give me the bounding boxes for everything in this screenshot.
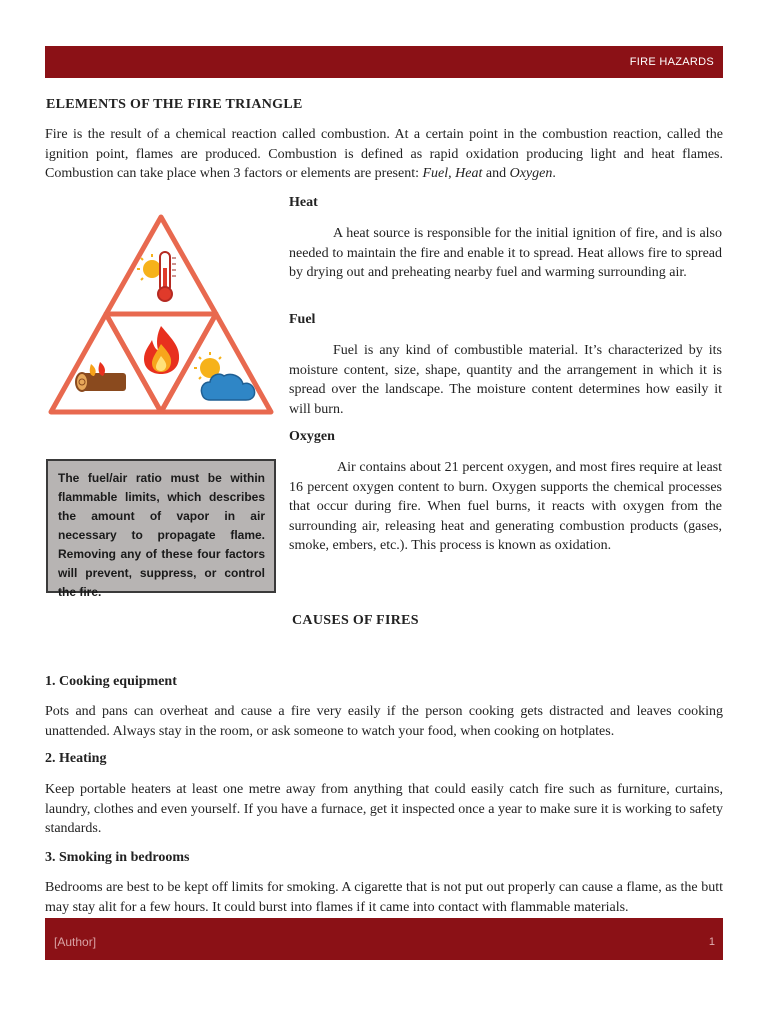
heading-oxygen: Oxygen [289, 429, 335, 444]
footer-author[interactable]: [Author] [54, 935, 97, 949]
section-title-elements: ELEMENTS OF THE FIRE TRIANGLE [46, 97, 303, 112]
callout-text: The fuel/air ratio must be within flammable limits, which describes the amount of vapor in air necessary to propagate flame. Removing any of these four factors will prevent, suppress, or control the fire. [58, 471, 265, 599]
cause-title-smoking: 3. Smoking in bedrooms [45, 850, 190, 865]
cause-text-cooking: Pots and pans can overheat and cause a fire very easily if the person cooking gets distracted and leaves cooking unattended. Always stay in the room, or ask someone to watch your food, when cooking on hotplates. [45, 704, 723, 739]
header-bar [45, 46, 723, 78]
fire-triangle-graphic [48, 212, 274, 418]
paragraph-heat: A heat source is responsible for the initial ignition of fire, and is also needed to maintain the fire and enable it to spread. Heat allows fire to spread by drying out and preheating nearby fuel and warming surrounding air. [289, 226, 722, 280]
log-icon [76, 362, 126, 391]
cause-title-cooking: 1. Cooking equipment [45, 674, 177, 689]
header-title: FIRE HAZARDS [629, 56, 714, 68]
paragraph-oxygen: Air contains about 21 percent oxygen, and most fires require at least 16 percent oxygen content to burn. Oxygen supports the chemical processes that occur during fire. When fuel burns, it reacts with oxygen from the surrounding air, releasing heat and generating combustion products (gases, smoke, embers, etc.). This process is known as oxidation. [289, 460, 722, 553]
heading-heat: Heat [289, 195, 318, 210]
thermometer-sun-icon [137, 252, 176, 301]
paragraph-fuel: Fuel is any kind of combustible material. It’s characterized by its moisture content, size, shape, quantity and the arrangement in which it is spread over the landscape. The moisture content determines how easily it will burn. [289, 343, 722, 417]
cause-text-heating: Keep portable heaters at least one metre away from anything that could easily catch fire such as furniture, curtains, laundry, clothes and even yourself. If you have a furnace, get it inspected once a year to make sure it is working to safety standards. [45, 782, 723, 836]
footer-bar [45, 918, 723, 960]
cause-text-smoking: Bedrooms are best to be kept off limits for smoking. A cigarette that is not put out properly can cause a flame, as the butt may stay alit for a few hours. It could burst into flames if it came into contact with flammable materials. [45, 880, 723, 915]
intro-paragraph: Fire is the result of a chemical reaction called combustion. At a certain point in the combustion reaction, called the ignition point, flames are produced. Combustion is defined as rapid oxidation producing light and heat flames. Combustion can take place when 3 factors or elements are present: Fuel, Heat and Oxygen. [45, 127, 723, 181]
page-number: 1 [708, 936, 715, 948]
sun-cloud-icon [194, 352, 255, 400]
callout-box [46, 459, 276, 599]
heading-fuel: Fuel [289, 312, 316, 327]
cause-title-heating: 2. Heating [45, 751, 107, 766]
section-title-causes: CAUSES OF FIRES [292, 613, 419, 628]
flame-icon [144, 326, 179, 374]
